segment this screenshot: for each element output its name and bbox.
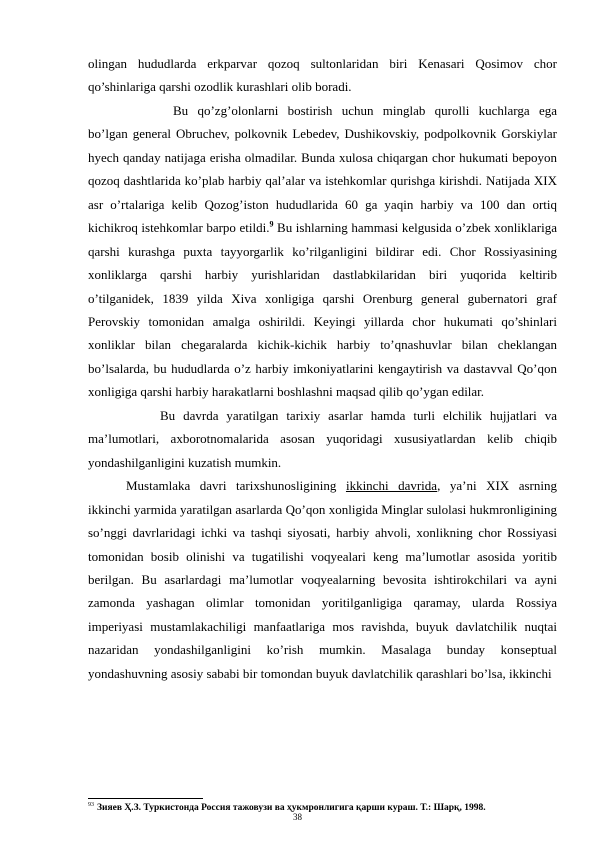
hyperlink-ikkinchi-davrida[interactable]: ikkinchi davrida xyxy=(345,478,438,494)
paragraph-1-text: olingan hududlarda erkparvar qozoq sultonlaridan biri Kenasari Qosimov chor qo’shinlariga qarshi ozodlik kurashlari olib boradi. xyxy=(88,56,557,95)
paragraph-4-text-a: Mustamlaka davri tarixshunosligining xyxy=(126,478,346,494)
footnote-number: 93 xyxy=(88,802,94,808)
paragraph-2 xyxy=(88,99,557,404)
paragraph-3 xyxy=(88,404,557,474)
paragraph-1 xyxy=(88,52,557,99)
document-body xyxy=(88,52,557,685)
paragraph-4 xyxy=(88,474,557,685)
paragraph-2-text-b: Bu ishlarning hammasi kelgusida o’zbek xonliklariga qarshi kurashga puxta tayyorgarlik ko’rilganligini bildirar edi. Chor Rossiyasining xonliklarga qarshi harbiy yurishlaridan dastlabkilaridan biri yuqorida keltirib o’tilganidek, 1839 yilda Xiva xonligiga qarshi Orenburg general gubernatori graf Perovskiy tomonidan amalga oshirildi. Keyingi yillarda chor hukumati qo’shinlari xonliklar bilan chegaralarda kichik-kichik harbiy to’qnashuvlar bilan cheklangan bo’lsalarda, bu hududlarda o’z harbiy imkoniyatlarini kengaytirish va dastavval Qo’qon xonligiga qarshi harbiy harakatlarni boshlashni maqsad qilib qo’ygan edilar. xyxy=(88,220,558,400)
footnote-divider xyxy=(88,798,203,799)
footnote-text: Зияев Ҳ.З. Туркистонда Россия тажовузи ва ҳукмронлигига қарши кураш. Т.: Шарқ, 1998. xyxy=(97,803,486,814)
paragraph-3-text: Bu davrda yaratilgan tarixiy asarlar hamda turli elchilik hujjatlari va ma’lumotlari, axborotnomalarida asosan yuqoridagi xususiyatlardan kelib chiqib yondashilganligini kuzatish mumkin. xyxy=(88,407,557,470)
paragraph-2-text-a: Bu qo’zg’olonlarni bostirish uchun minglab qurolli kuchlarga ega bo’lgan general Obruchev, polkovnik Lebedev, Dushikovskiy, podpolkovnik Gorskiylar hyech qanday natijaga erisha olmadilar. Bunda xulosa chiqargan chor hukumati bepoyon qozoq dashtlarida ko’plab harbiy qal’alar va istehkomlar qurishga kirishdi. Natijada XIX asr o’rtalariga kelib Qozog’iston hududlarida 60 ga yaqin harbiy va 100 dan ortiq kichikroq istehkomlar barpo etildi. xyxy=(88,102,557,236)
page-number: 38 xyxy=(293,812,302,822)
footnote-ref[interactable]: 9 xyxy=(269,219,274,229)
paragraph-4-text-b: , ya’ni XIX asrning ikkinchi yarmida yaratilgan asarlarda Qo’qon xonligida Minglar sulolasi hukmronligining so’nggi davrlaridagi ichki va tashqi siyosati, harbiy ahvoli, xonlikning chor Rossiyasi tomonidan bosib olinishi va tugatilishi voqyealari keng ma’lumotlar asosida yoritib berilgan. Bu asarlardagi ma’lumotlar voqyealarning bevosita ishtirokchilari va ayni zamonda yashagan olimlar tomonidan yoritilganligiga qaramay, ularda Rossiya imperiyasi mustamlakachiligi manfaatlariga mos ravishda, buyuk davlatchilik nuqtai nazaridan yondashilganligini ko’rish mumkin. Masalaga bunday konseptual yondashuvning asosiy sababi bir tomondan buyuk davlatchilik qarashlari bo’lsa, ikkinchi xyxy=(88,478,557,681)
